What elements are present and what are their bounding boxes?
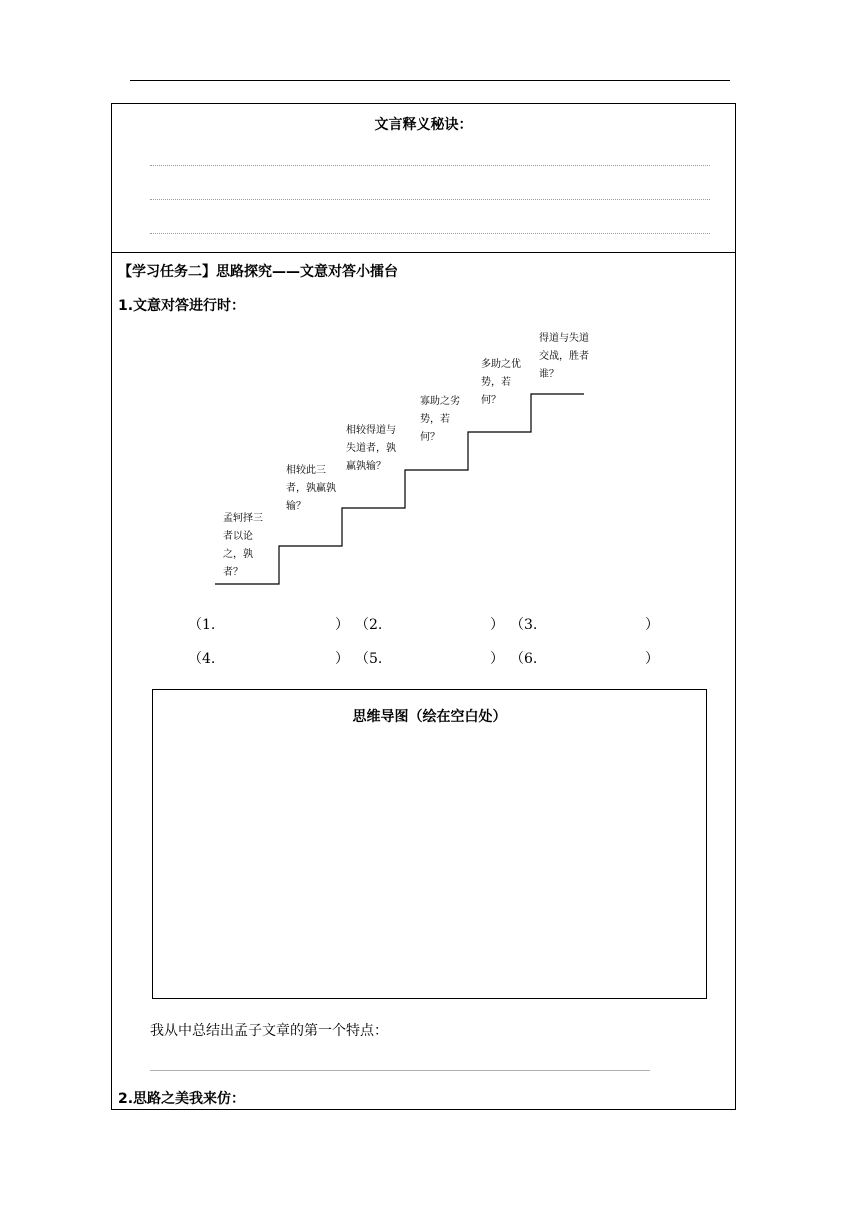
blank-1-close: ）: [335, 617, 349, 633]
blank-6-close: ）: [645, 651, 659, 667]
blank-3-close: ）: [645, 617, 659, 633]
blank-5-close: ）: [490, 651, 504, 667]
blank-2-open: （2.: [355, 617, 383, 633]
step-3-question: 相较得道与失道者，孰赢孰输？: [346, 425, 396, 472]
summary-prompt: 我从中总结出孟子文章的第一个特点：: [150, 1023, 388, 1039]
mindmap-title: 思维导图（绘在空白处）: [352, 709, 507, 725]
summary-answer-line[interactable]: [150, 1070, 650, 1071]
task2-heading: 【学习任务二】思路探究——文意对答小擂台: [118, 264, 398, 280]
blank-1-open: （1.: [188, 617, 216, 633]
step-4-question: 寡助之劣势，若何？: [420, 396, 460, 443]
box-title-secret: 文言释义秘诀：: [374, 117, 473, 133]
blank-2-close: ）: [490, 617, 504, 633]
item1-label: 1.文意对答进行时：: [118, 298, 246, 314]
blank-3-open: （3.: [510, 617, 538, 633]
blank-4-close: ）: [335, 651, 349, 667]
step-5-question: 多助之优势，若何？: [481, 359, 521, 406]
blank-5-open: （5.: [355, 651, 383, 667]
blank-4-open: （4.: [188, 651, 216, 667]
item2-label: 2.思路之美我来仿：: [118, 1091, 246, 1107]
step-2-question: 相较此三者，孰赢孰输？: [286, 465, 336, 512]
blank-6-open: （6.: [510, 651, 538, 667]
mindmap-box[interactable]: [152, 689, 707, 999]
step-6-question: 得道与失道交战，胜者谁？: [539, 333, 589, 380]
step-1-question: 孟轲择三者以论之，孰者？: [223, 513, 263, 578]
